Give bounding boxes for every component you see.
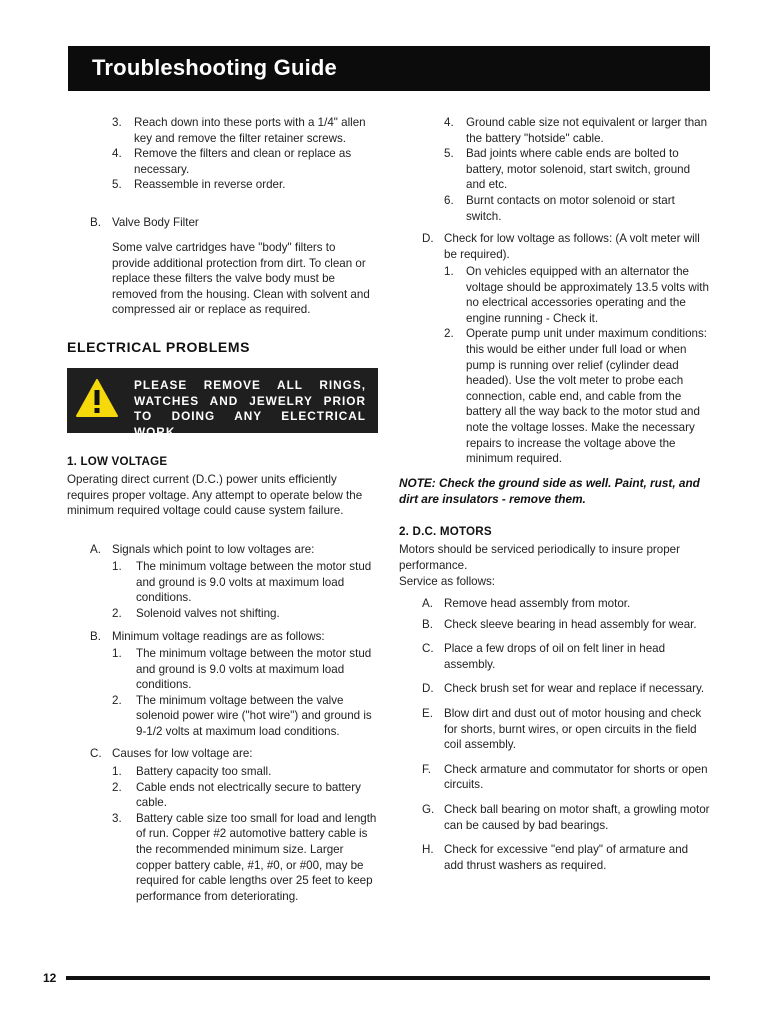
- list-item: 5. Reassemble in reverse order.: [112, 178, 286, 192]
- valve-body-filter-title: B. Valve Body Filter: [90, 216, 199, 229]
- check-low-voltage-list: [444, 264, 710, 467]
- list-item: 2. Solenoid valves not shifting.: [112, 606, 280, 620]
- list-item: A. Remove head assembly from motor.: [422, 597, 631, 610]
- list-item: D. Check brush set for wear and replace if necessary.: [422, 682, 705, 696]
- ground-side-note: NOTE: Check the ground side as well. Paint, rust, and dirt are insulators - remove them.: [399, 476, 700, 506]
- check-low-voltage-title: D. Check for low voltage as follows: (A volt meter will be required).: [422, 232, 700, 261]
- list-item: 3. Reach down into these ports with a 1/4" allen key and remove the filter retainer screws.: [112, 116, 366, 145]
- list-item: F. Check armature and commutator for shorts or open circuits.: [422, 762, 708, 792]
- page-number: 12: [43, 971, 57, 985]
- minimum-voltage-list: [112, 646, 380, 740]
- electrical-problems-heading: ELECTRICAL PROBLEMS: [67, 339, 251, 355]
- list-item: B. Check sleeve bearing in head assembly for wear.: [422, 617, 697, 631]
- warning-box: [67, 368, 378, 439]
- list-item: 4. Ground cable size not equivalent or larger than the battery "hotside" cable.: [444, 116, 708, 145]
- list-item: 1. The minimum voltage between the motor stud and ground is 9.0 volts at maximum load conditions.: [112, 560, 372, 605]
- low-voltage-intro: Operating direct current (D.C.) power units efficiently requires proper voltage. Any attempt to operate below the minimum required voltage could cause system failure.: [67, 473, 363, 518]
- minimum-voltage-title: B. Minimum voltage readings are as follows:: [90, 630, 325, 643]
- page-header: [68, 46, 710, 91]
- list-item: H. Check for excessive "end play" of armature and add thrust washers as required.: [422, 843, 689, 872]
- service-as-follows: Service as follows:: [399, 575, 496, 588]
- warning-icon: [75, 378, 119, 418]
- dc-motors-heading: 2. D.C. MOTORS: [399, 525, 492, 538]
- list-item: 4. Remove the filters and clean or replace as necessary.: [112, 147, 352, 176]
- list-item: 1. On vehicles equipped with an alternator the voltage should be approximately 13.5 volts with no electrical accessories operating and the engine running - Check it.: [444, 265, 709, 325]
- filter-steps-list: [112, 115, 380, 193]
- signals-title: A. Signals which point to low voltages are:: [90, 543, 315, 556]
- list-item: 2. Cable ends not electrically secure to battery cable.: [112, 780, 361, 810]
- list-item: C. Place a few drops of oil on felt liner in head assembly.: [422, 642, 666, 671]
- causes-continued-list: [444, 115, 710, 224]
- warning-text: PLEASE REMOVE ALL RINGS, WATCHES AND JEWELRY PRIOR TO DOING ANY ELECTRICAL WORK.: [134, 378, 366, 439]
- footer-rule: [66, 976, 710, 980]
- list-item: 1. The minimum voltage between the motor stud and ground is 9.0 volts at maximum load conditions.: [112, 647, 372, 692]
- list-item: E. Blow dirt and dust out of motor housing and check for shorts, burnt wires, or open circuits in the field coil assembly.: [422, 706, 702, 752]
- low-voltage-heading: 1. LOW VOLTAGE: [67, 455, 168, 468]
- signals-list: [112, 559, 380, 621]
- valve-body-filter-text: Some valve cartridges have "body" filters to provide additional protection from dirt. To clean or replace these filters the valve body must be removed from the housing. Clean with solvent and compressed air or replace as required.: [112, 241, 370, 317]
- list-item: 2. Operate pump unit under maximum conditions: this would be either under full load or when pump is running over relief (cylinder dead headed). Use the volt meter to probe each connection, cable end, and cable from the battery all the way back to the motor stud and note the voltage losses. Make the necessary repairs to increase the voltage above the minimum required.: [444, 327, 708, 466]
- list-item: 1. Battery capacity too small.: [112, 765, 272, 778]
- list-item: 3. Battery cable size too small for load and length of run. Copper #2 automotive battery cable is the recommended minimum size. Larger copper battery cable, #1, #0, or #00, may be required for cable lengths over 25 feet to keep performance from deteriorating.: [112, 811, 377, 903]
- list-item: 6. Burnt contacts on motor solenoid or start switch.: [444, 193, 675, 223]
- list-item: G. Check ball bearing on motor shaft, a growling motor can be caused by bad bearings.: [422, 802, 710, 832]
- dc-motors-intro: Motors should be serviced periodically to insure proper performance.: [399, 543, 680, 572]
- dc-motors-service-list: [422, 596, 710, 873]
- list-item: 2. The minimum voltage between the valve solenoid power wire ("hot wire") and ground is 9-1/2 volts at maximum load conditions.: [112, 693, 372, 738]
- causes-title: C. Causes for low voltage are:: [90, 747, 253, 760]
- page-title: Troubleshooting Guide: [92, 55, 337, 80]
- causes-list: [112, 764, 380, 904]
- list-item: 5. Bad joints where cable ends are bolted to battery, motor solenoid, start switch, ground and etc.: [444, 147, 691, 192]
